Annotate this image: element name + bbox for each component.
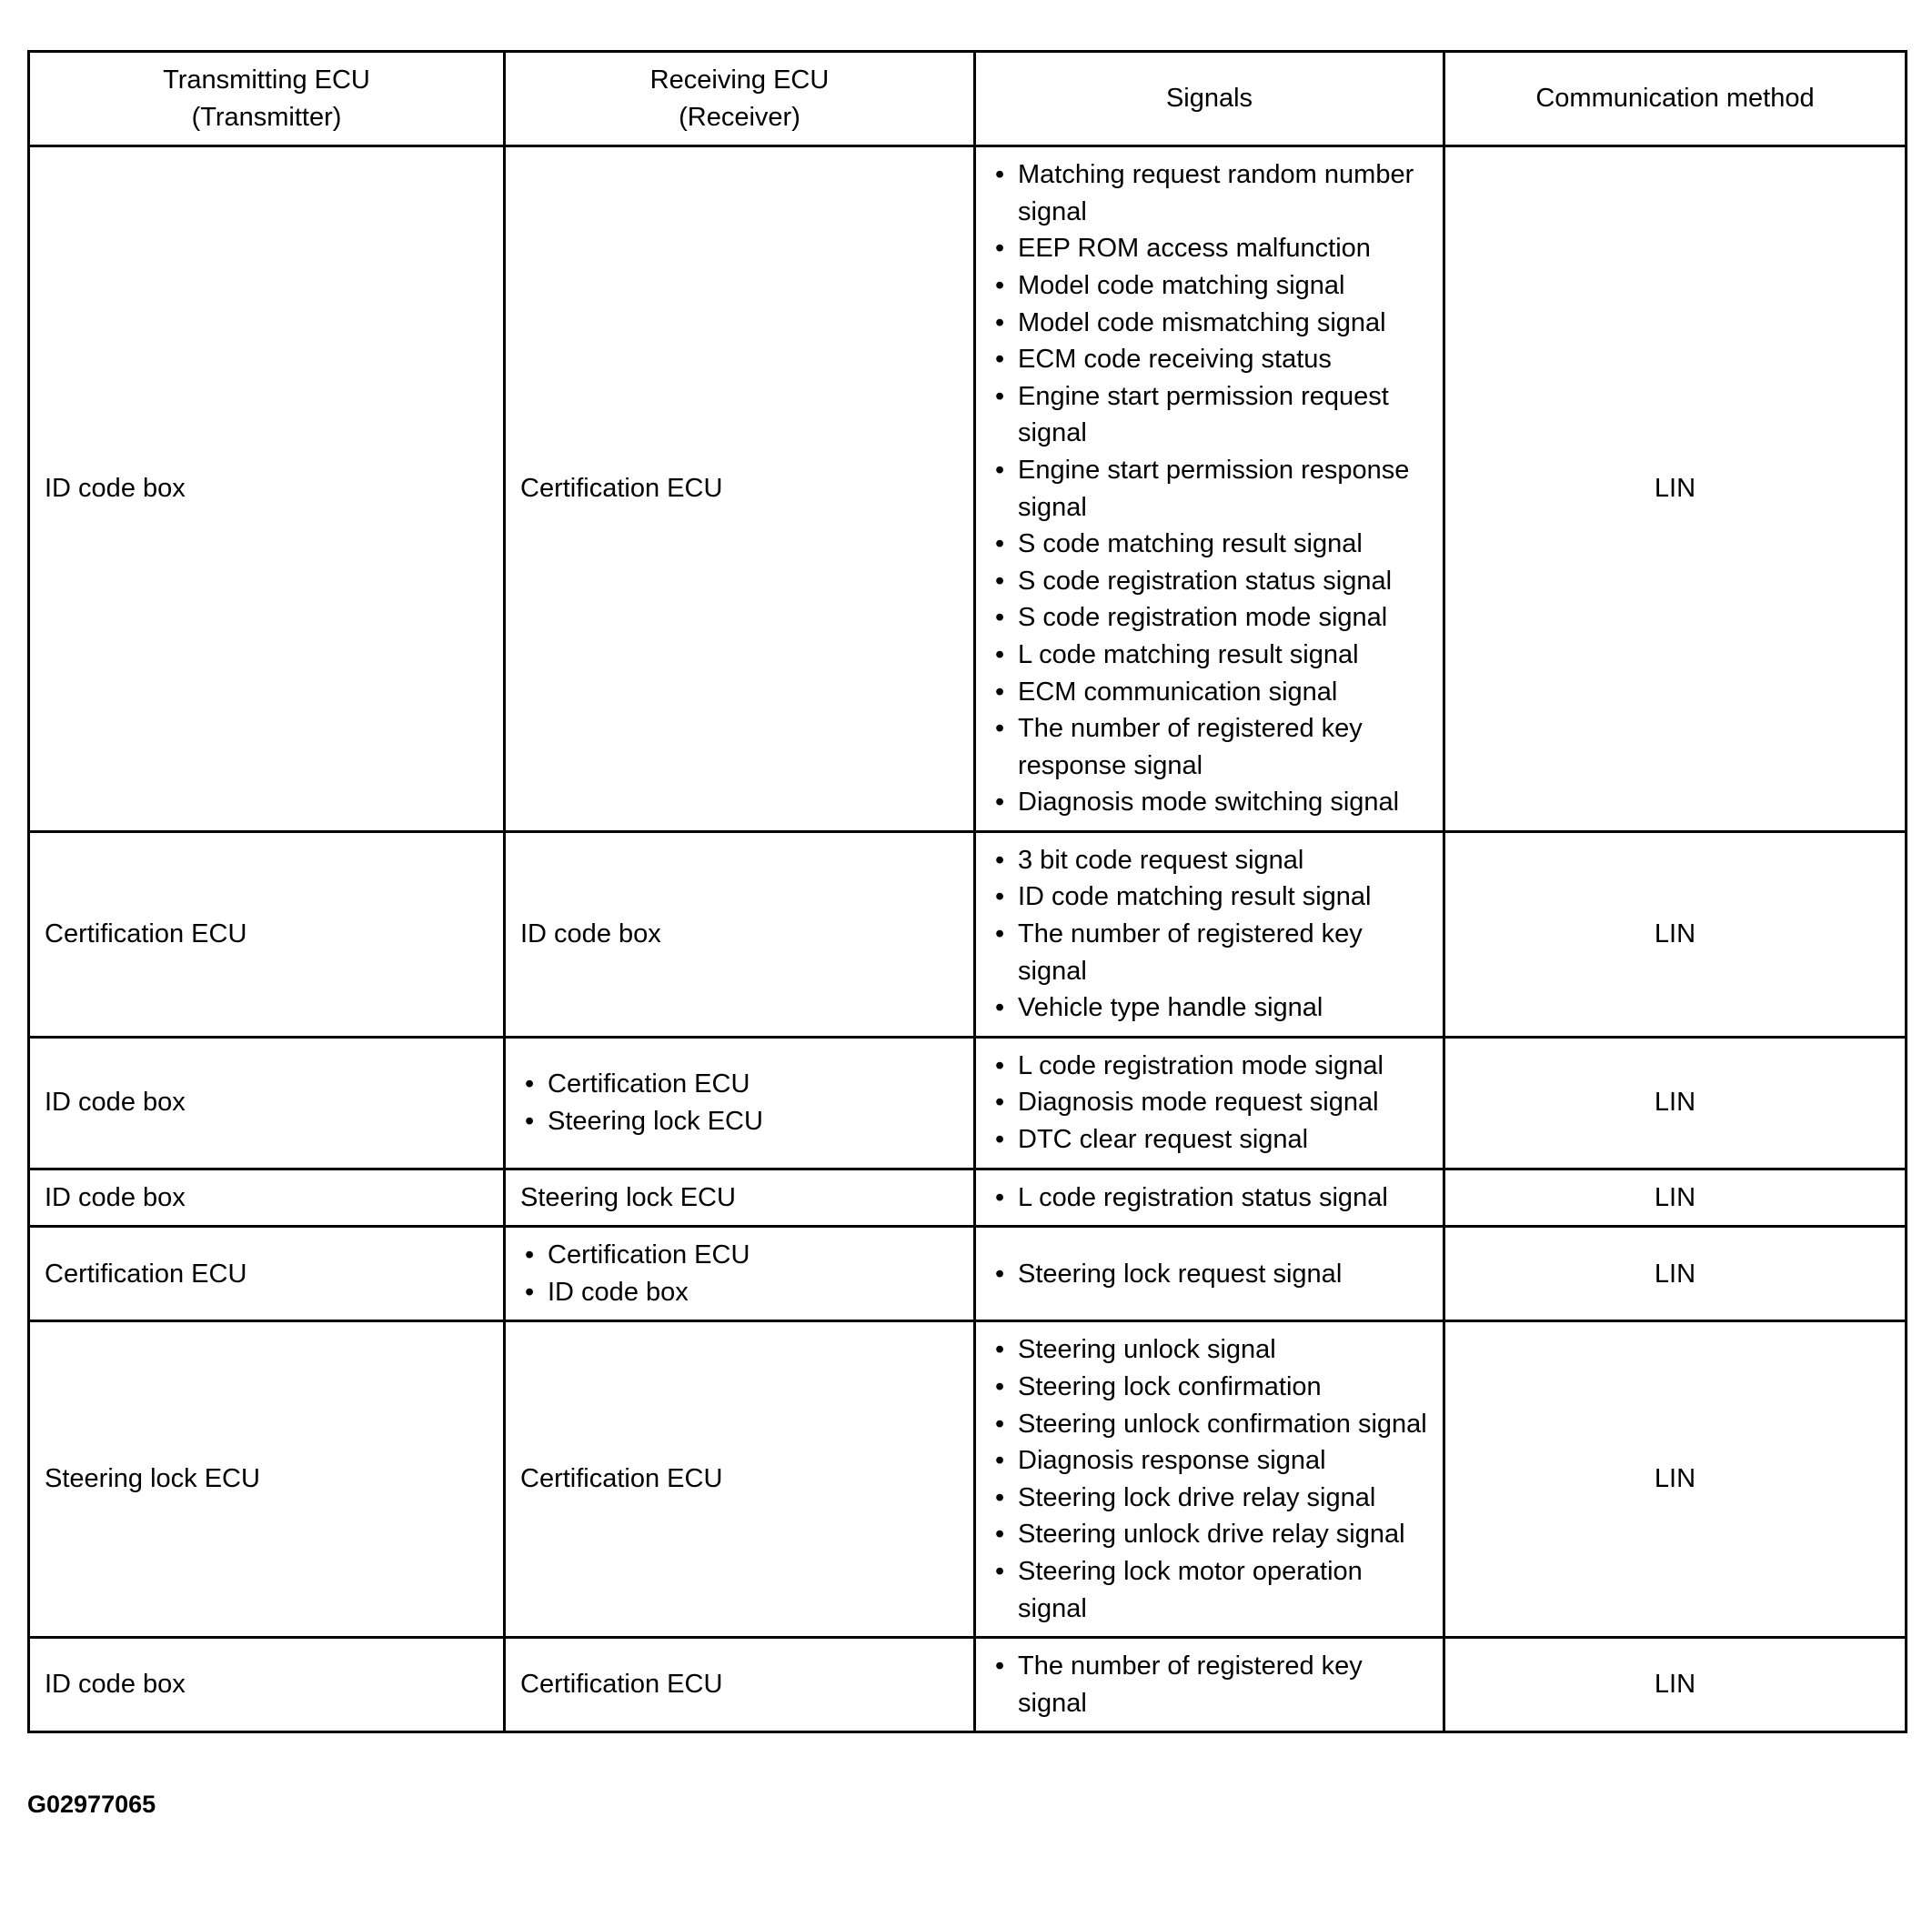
- receiver-name: Certification ECU: [520, 1670, 723, 1700]
- column-header: Transmitting ECU (Transmitter): [29, 52, 505, 146]
- receiver-cell: [505, 146, 975, 832]
- receiver-name: ID code box: [520, 919, 661, 949]
- transmitter-cell: [29, 1638, 505, 1732]
- communication-method-cell: LIN: [1444, 146, 1907, 832]
- communication-method-cell: LIN: [1444, 831, 1907, 1037]
- transmitter-name: ID code box: [45, 1182, 186, 1212]
- receiver-name: • Certification ECU: [520, 1237, 959, 1274]
- signal-item: • S code matching result signal: [991, 526, 1428, 563]
- signal-item: • Steering lock drive relay signal: [991, 1480, 1428, 1517]
- signal-item: • ECM communication signal: [991, 674, 1428, 711]
- column-header: Receiving ECU (Receiver): [505, 52, 975, 146]
- transmitter-cell: [29, 1037, 505, 1169]
- signal-item: • S code registration status signal: [991, 563, 1428, 600]
- receiver-cell: [505, 1638, 975, 1732]
- signals-cell: [975, 831, 1444, 1037]
- signal-item: • Steering lock motor operation signal: [991, 1553, 1428, 1627]
- signal-item: • ECM code receiving status: [991, 341, 1428, 378]
- table-row: [29, 1638, 1907, 1732]
- transmitter-cell: [29, 1321, 505, 1638]
- signals-cell: [975, 1321, 1444, 1638]
- signal-item: • The number of registered key signal: [991, 916, 1428, 989]
- transmitter-cell: [29, 146, 505, 832]
- signal-item: • Steering lock request signal: [991, 1256, 1428, 1293]
- signals-cell: [975, 1037, 1444, 1169]
- table-row: [29, 1169, 1907, 1227]
- signal-item: • Model code mismatching signal: [991, 305, 1428, 342]
- communication-method-cell: LIN: [1444, 1321, 1907, 1638]
- communication-method-cell: LIN: [1444, 1037, 1907, 1169]
- communication-method-cell: LIN: [1444, 1169, 1907, 1227]
- receiver-cell: [505, 1169, 975, 1227]
- transmitter-name: Certification ECU: [45, 1259, 247, 1289]
- receiver-cell: [505, 1037, 975, 1169]
- signal-item: • Vehicle type handle signal: [991, 989, 1428, 1027]
- signal-item: • DTC clear request signal: [991, 1121, 1428, 1159]
- signals-cell: [975, 146, 1444, 832]
- signal-item: • L code registration status signal: [991, 1179, 1428, 1217]
- signal-item: • Diagnosis mode request signal: [991, 1084, 1428, 1121]
- table-row: [29, 1321, 1907, 1638]
- table-row: [29, 831, 1907, 1037]
- signal-item: • L code matching result signal: [991, 637, 1428, 674]
- figure-id: G02977065: [27, 1791, 156, 1819]
- transmitter-name: ID code box: [45, 1088, 186, 1118]
- signal-item: • Steering unlock drive relay signal: [991, 1516, 1428, 1553]
- transmitter-name: ID code box: [45, 474, 186, 504]
- receiver-name: Certification ECU: [520, 474, 723, 504]
- signals-cell: [975, 1227, 1444, 1321]
- table-body: [29, 146, 1907, 1732]
- signal-item: • L code registration mode signal: [991, 1048, 1428, 1085]
- transmitter-cell: [29, 1227, 505, 1321]
- receiver-cell: [505, 1321, 975, 1638]
- signal-item: • S code registration mode signal: [991, 599, 1428, 637]
- signal-item: • ID code matching result signal: [991, 878, 1428, 916]
- receiver-cell: [505, 831, 975, 1037]
- signal-item: • Matching request random number signal: [991, 156, 1428, 230]
- table-row: [29, 146, 1907, 832]
- receiver-name: Steering lock ECU: [520, 1182, 736, 1212]
- signal-item: • Steering lock confirmation: [991, 1369, 1428, 1406]
- signal-item: • Diagnosis mode switching signal: [991, 784, 1428, 821]
- transmitter-name: Steering lock ECU: [45, 1464, 260, 1494]
- table-row: [29, 1037, 1907, 1169]
- column-header: Signals: [975, 52, 1444, 146]
- transmitter-cell: [29, 1169, 505, 1227]
- receiver-name: • ID code box: [520, 1274, 959, 1311]
- transmitter-cell: [29, 831, 505, 1037]
- ecu-communication-table: [27, 50, 1907, 1733]
- signal-item: • Diagnosis response signal: [991, 1442, 1428, 1480]
- receiver-name: • Certification ECU: [520, 1066, 959, 1103]
- table-row: [29, 1227, 1907, 1321]
- signal-item: • The number of registered key response signal: [991, 710, 1428, 784]
- transmitter-name: ID code box: [45, 1670, 186, 1700]
- table-header: [29, 52, 1907, 146]
- signal-item: • Model code matching signal: [991, 267, 1428, 305]
- signals-cell: [975, 1169, 1444, 1227]
- receiver-name: • Steering lock ECU: [520, 1103, 959, 1140]
- signal-item: • 3 bit code request signal: [991, 842, 1428, 879]
- signal-item: • Engine start permission request signal: [991, 378, 1428, 452]
- signals-cell: [975, 1638, 1444, 1732]
- table-header-row: [29, 52, 1907, 146]
- signal-item: • The number of registered key signal: [991, 1648, 1428, 1721]
- receiver-cell: [505, 1227, 975, 1321]
- transmitter-name: Certification ECU: [45, 919, 247, 949]
- signal-item: • Engine start permission response signal: [991, 452, 1428, 526]
- communication-method-cell: LIN: [1444, 1227, 1907, 1321]
- column-header: Communication method: [1444, 52, 1907, 146]
- signal-item: • Steering unlock signal: [991, 1331, 1428, 1369]
- signal-item: • Steering unlock confirmation signal: [991, 1406, 1428, 1443]
- signal-item: • EEP ROM access malfunction: [991, 230, 1428, 267]
- communication-method-cell: LIN: [1444, 1638, 1907, 1732]
- receiver-name: Certification ECU: [520, 1464, 723, 1494]
